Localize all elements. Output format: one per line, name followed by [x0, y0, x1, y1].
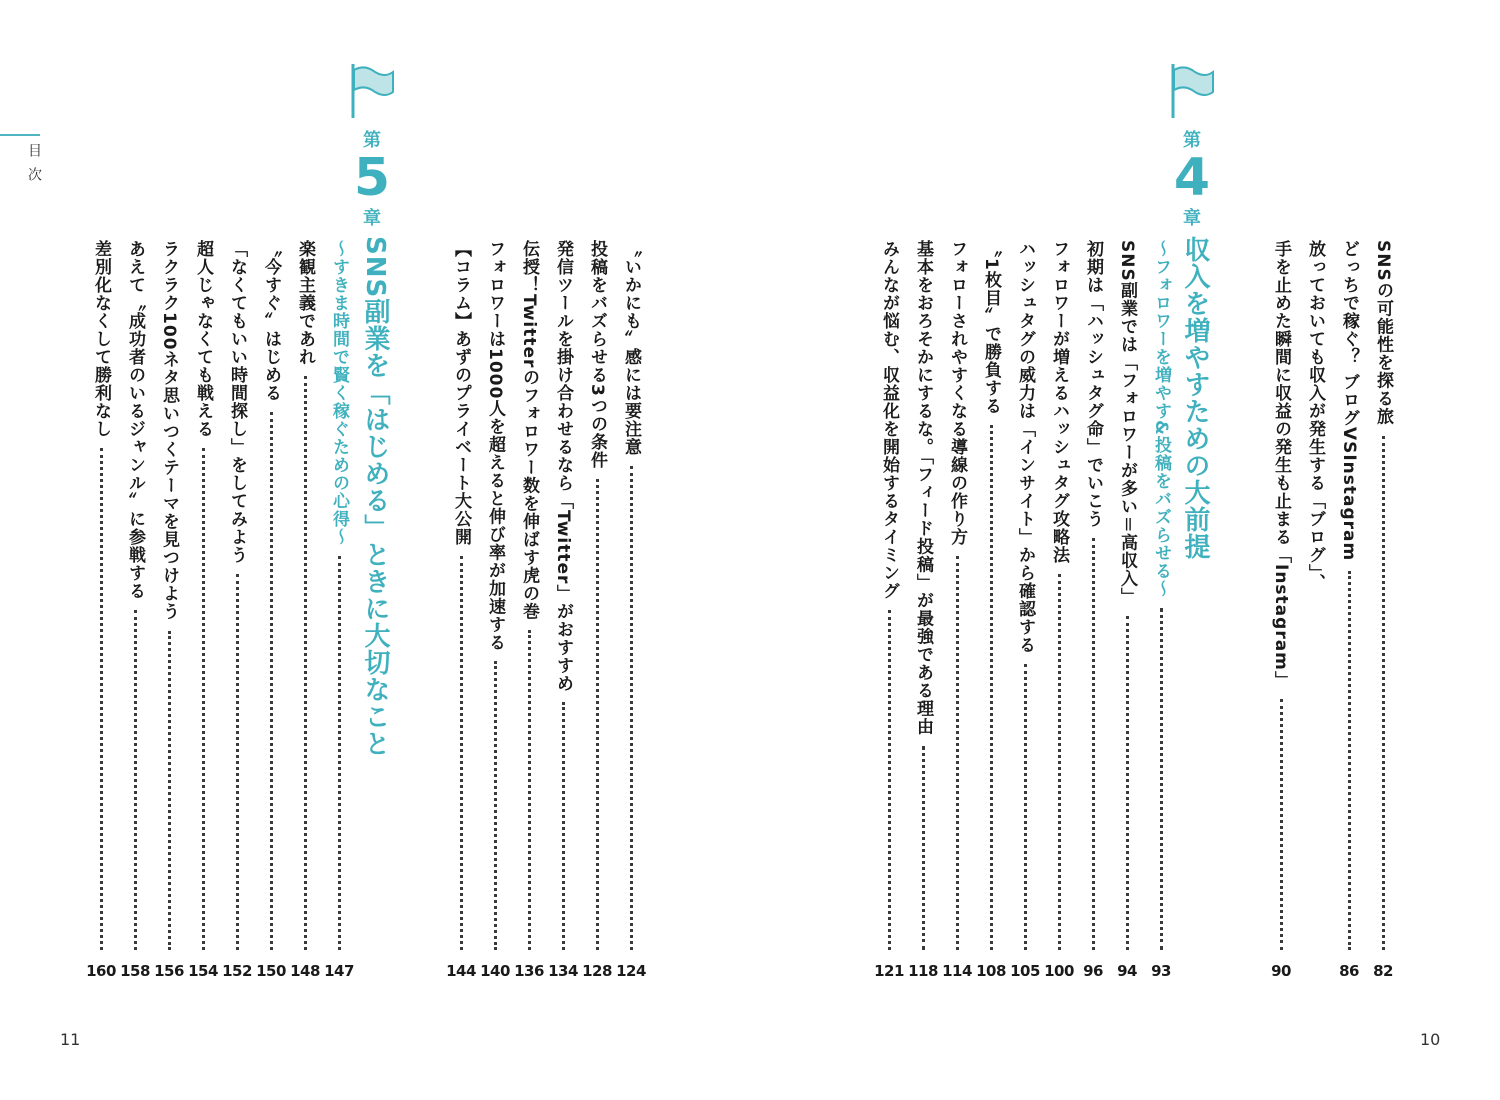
dot-leader [494, 661, 497, 950]
toc-page-number: 158 [120, 962, 150, 980]
chapter-number: 5 [353, 148, 391, 208]
toc-page-number: 90 [1271, 962, 1291, 980]
dot-leader [236, 574, 239, 950]
dot-leader [168, 631, 171, 951]
chapter-suffix: 章 [1183, 208, 1201, 229]
toc-entry[interactable] [548, 240, 578, 980]
toc-entry[interactable] [256, 240, 286, 980]
dot-leader [202, 448, 205, 950]
toc-entry [1300, 240, 1330, 962]
toc-page-number: 114 [942, 962, 972, 980]
toc-entry-title: 〜フォロワーを増やす&投稿をバズらせる〜 [1151, 240, 1171, 598]
toc-entry-title: ハッシュタグの威力は「インサイト」から確認する [1015, 240, 1035, 654]
toc-entry-title: 基本をおろそかにするな。「フィード投稿」が最強である理由 [913, 240, 933, 736]
toc-entry-title: 楽観主義であれ [295, 240, 315, 366]
toc-page-number: 140 [480, 962, 510, 980]
dot-leader [1382, 436, 1385, 950]
toc-entry-title: 伝授！Twitterのフォロワー数を伸ばす虎の巻 [519, 240, 539, 621]
toc-entry[interactable] [1112, 240, 1142, 980]
dot-leader [1280, 699, 1283, 950]
page-number-left: 11 [60, 1030, 81, 1049]
toc-entry-title: 投稿をバズらせる3つの条件 [587, 240, 607, 469]
chapter-suffix: 章 [363, 208, 381, 229]
dot-leader [1348, 571, 1351, 950]
toc-page-number: 124 [616, 962, 646, 980]
toc-page-number: 82 [1373, 962, 1393, 980]
toc-page-number: 136 [514, 962, 544, 980]
toc-entry[interactable] [480, 240, 510, 980]
toc-entry[interactable] [1368, 240, 1398, 980]
toc-entry-title: 初期は「ハッシュタグ命」でいこう [1083, 240, 1103, 528]
flag-icon [347, 60, 397, 120]
chapter4-subtitle[interactable] [1146, 240, 1176, 980]
dot-leader [888, 610, 891, 950]
dot-leader [460, 556, 463, 950]
toc-entry[interactable] [290, 240, 320, 980]
toc-page-number: 128 [582, 962, 612, 980]
toc-entry[interactable] [582, 240, 612, 980]
toc-entry[interactable] [1078, 240, 1108, 980]
toc-page-number: 156 [154, 962, 184, 980]
toc-page-number: 94 [1117, 962, 1137, 980]
toc-entry-title: 差別化なくして勝利なし [91, 240, 111, 438]
toc-page-number: 134 [548, 962, 578, 980]
toc-page-number: 118 [908, 962, 938, 980]
toc-entry[interactable] [120, 240, 150, 980]
toc-entry-title: 超人じゃなくても戦える [193, 240, 213, 438]
toc-page-number: 147 [324, 962, 354, 980]
toc-entry-title: SNS副業では「フォロワーが多い＝高収入」 [1117, 240, 1137, 606]
toc-entry-title: 〜すきま時間で賢く稼ぐための心得〜 [329, 240, 349, 546]
toc-entry[interactable] [1044, 240, 1074, 980]
page-number-right: 10 [1420, 1030, 1441, 1049]
chapter5-header [342, 60, 402, 230]
dot-leader [630, 466, 633, 950]
toc-entry[interactable] [874, 240, 904, 980]
toc-entry[interactable] [86, 240, 116, 980]
index-tab-line [0, 134, 40, 136]
toc-page-number: 121 [874, 962, 904, 980]
toc-page-number: 100 [1044, 962, 1074, 980]
dot-leader [1092, 538, 1095, 950]
dot-leader [1058, 574, 1061, 950]
dot-leader [304, 376, 307, 950]
toc-entry[interactable] [188, 240, 218, 980]
toc-entry[interactable] [446, 240, 476, 980]
dot-leader [596, 479, 599, 950]
dot-leader [270, 412, 273, 950]
chapter-number: 4 [1173, 148, 1211, 208]
toc-entry-title: 【コラム】あずのプライベート大公開 [451, 240, 471, 546]
toc-entry-title: ラクラク100ネタ思いつくテーマを見つけよう [159, 240, 179, 621]
dot-leader [100, 448, 103, 950]
dot-leader [990, 425, 993, 950]
toc-page-number: 152 [222, 962, 252, 980]
index-tab-label: 目次 [26, 143, 42, 191]
toc-page-number: 93 [1151, 962, 1171, 980]
toc-page-number: 154 [188, 962, 218, 980]
toc-entry[interactable] [976, 240, 1006, 980]
chapter-prefix: 第 [363, 130, 381, 151]
dot-leader [134, 610, 137, 950]
toc-entry-title: フォローされやすくなる導線の作り方 [947, 240, 967, 546]
toc-page-number: 105 [1010, 962, 1040, 980]
toc-entry[interactable] [222, 240, 252, 980]
chapter5-subtitle[interactable] [324, 240, 354, 980]
dot-leader [338, 556, 341, 950]
toc-entry-title: フォロワーは1000人を超えると伸び率が加速する [485, 240, 505, 652]
toc-entry-title: どっちで稼ぐ？ ブログVSInstagram [1339, 240, 1359, 562]
toc-page-number: 96 [1083, 962, 1103, 980]
dot-leader [528, 630, 531, 950]
toc-entry[interactable] [154, 240, 184, 980]
dot-leader [562, 702, 565, 950]
toc-entry-title: フォロワーが増えるハッシュタグ攻略法 [1049, 240, 1069, 564]
toc-page-number: 144 [446, 962, 476, 980]
toc-entry[interactable] [1334, 240, 1364, 980]
toc-entry-title: SNSの可能性を探る旅 [1373, 240, 1393, 426]
flag-icon [1167, 60, 1217, 120]
dot-leader [1024, 664, 1027, 950]
toc-page-number: 150 [256, 962, 286, 980]
toc-entry-title: 〝今すぐ〟はじめる [261, 240, 281, 402]
toc-entry[interactable] [908, 240, 938, 980]
chapter5-title: SNS副業を「はじめる」ときに大切なこと [360, 236, 390, 758]
toc-page-number: 148 [290, 962, 320, 980]
toc-entry-title: あえて〝成功者のいるジャンル〟に参戦する [125, 240, 145, 600]
chapter-prefix: 第 [1183, 130, 1201, 151]
toc-page-number: 108 [976, 962, 1006, 980]
toc-page-number: 86 [1339, 962, 1359, 980]
toc-entry[interactable] [942, 240, 972, 980]
toc-entry-title: 〝いかにも〟感には要注意 [621, 240, 641, 456]
toc-entry-title: 〝1枚目〟で勝負する [981, 240, 1001, 415]
toc-entry-title: 手を止めた瞬間に収益の発生も止まる「Instagram」 [1271, 240, 1291, 689]
toc-entry-title: 発信ツールを掛け合わせるなら「Twitter」がおすすめ [553, 240, 573, 693]
chapter4-title: 収入を増やすための大前提 [1180, 236, 1210, 560]
toc-page-number: 160 [86, 962, 116, 980]
toc-entry-title: 「なくてもいい時間探し」をしてみよう [227, 240, 247, 564]
dot-leader [1126, 616, 1129, 950]
dot-leader [1160, 608, 1163, 950]
toc-entry[interactable] [616, 240, 646, 980]
toc-entry-title: 放っておいても収入が発生する「ブログ」、 [1305, 240, 1325, 592]
toc-entry[interactable] [1266, 240, 1296, 980]
toc-entry[interactable] [1010, 240, 1040, 980]
dot-leader [956, 556, 959, 950]
chapter4-header [1162, 60, 1222, 230]
toc-entry-title: みんなが悩む、収益化を開始するタイミング [879, 240, 899, 600]
dot-leader [922, 746, 925, 951]
toc-entry[interactable] [514, 240, 544, 980]
